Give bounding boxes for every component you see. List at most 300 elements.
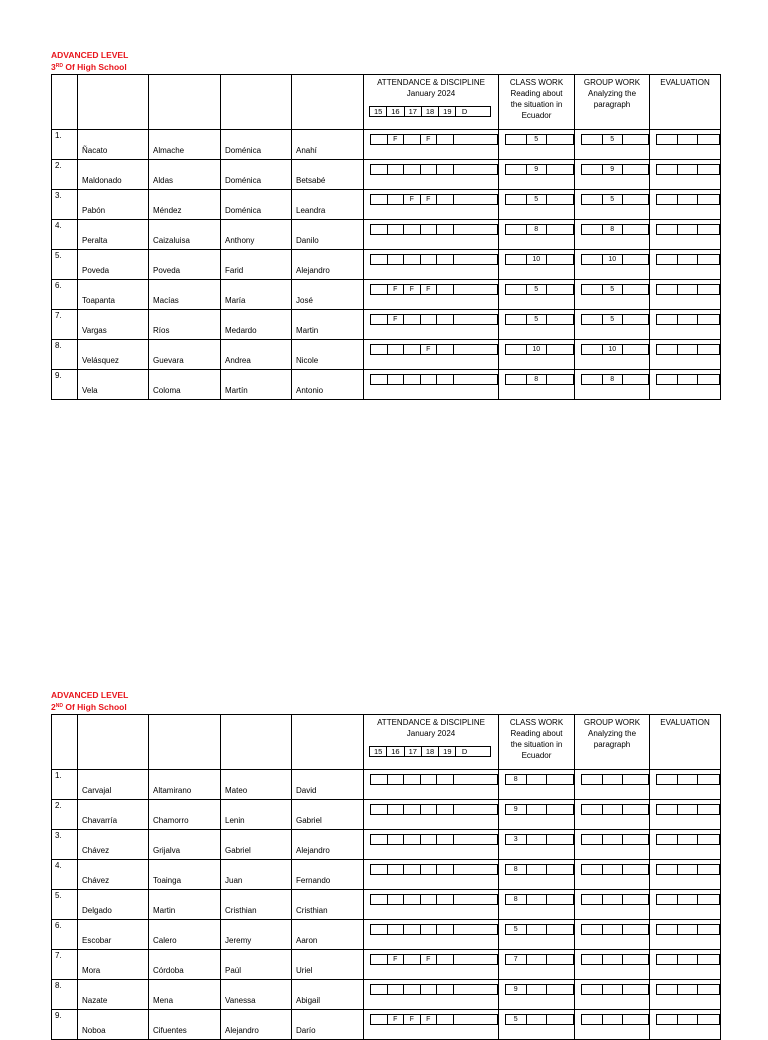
att-box[interactable] (437, 925, 454, 934)
day-label: 16 (387, 747, 404, 756)
cw-box[interactable] (698, 985, 718, 994)
att-box[interactable] (388, 345, 405, 354)
att-box[interactable] (404, 985, 421, 994)
att-box[interactable]: F (421, 345, 438, 354)
cw-box[interactable] (698, 255, 718, 264)
att-box[interactable] (454, 835, 470, 844)
cw-box[interactable]: 5 (527, 135, 548, 144)
att-box[interactable] (454, 165, 470, 174)
cw-box[interactable] (698, 925, 718, 934)
cw-box[interactable]: 8 (527, 375, 548, 384)
att-box[interactable] (454, 195, 470, 204)
cw-box[interactable] (547, 195, 567, 204)
att-box[interactable] (437, 805, 454, 814)
cw-box[interactable]: 5 (506, 1015, 527, 1024)
cw-box[interactable] (582, 345, 603, 354)
cw-box[interactable] (698, 895, 718, 904)
att-box[interactable]: F (388, 955, 405, 964)
att-box[interactable] (454, 375, 470, 384)
cw-box[interactable] (603, 1015, 624, 1024)
student-name-text: Méndez (153, 206, 182, 215)
cw-box[interactable] (603, 925, 624, 934)
cw-box[interactable]: 8 (603, 225, 624, 234)
cw-box[interactable] (527, 835, 548, 844)
cw-box[interactable] (603, 985, 624, 994)
att-box[interactable] (388, 225, 405, 234)
cw-box[interactable] (657, 1015, 678, 1024)
cw-box[interactable]: 8 (506, 865, 527, 874)
evaluation-header: EVALUATION (650, 715, 721, 770)
att-box[interactable] (388, 375, 405, 384)
att-box[interactable] (371, 135, 388, 144)
cw-boxes (505, 774, 574, 785)
cw-box[interactable] (547, 865, 567, 874)
day-label: 19 (439, 747, 456, 756)
cw-box[interactable] (603, 955, 624, 964)
cw-box[interactable] (678, 345, 699, 354)
cw-box[interactable] (582, 195, 603, 204)
cw-box[interactable] (678, 895, 699, 904)
cw-box[interactable] (506, 315, 527, 324)
cw-box[interactable] (527, 775, 548, 784)
cw-box[interactable] (623, 255, 643, 264)
cw-box[interactable] (657, 925, 678, 934)
cw-box[interactable]: 8 (527, 225, 548, 234)
att-box[interactable] (371, 805, 388, 814)
cw-box[interactable]: 5 (603, 285, 624, 294)
surname-2-cell (149, 770, 221, 800)
att-box[interactable]: F (421, 955, 438, 964)
att-box[interactable] (437, 1015, 454, 1024)
att-box[interactable] (404, 255, 421, 264)
cw-box[interactable] (623, 805, 643, 814)
cw-box[interactable] (657, 895, 678, 904)
cw-box[interactable] (657, 865, 678, 874)
att-box[interactable] (404, 315, 421, 324)
cw-box[interactable] (623, 955, 643, 964)
cw-box[interactable] (582, 895, 603, 904)
cw-box[interactable] (582, 805, 603, 814)
cw-boxes (656, 864, 720, 875)
cw-box[interactable] (623, 835, 643, 844)
cw-box[interactable] (547, 165, 567, 174)
cw-box[interactable] (603, 775, 624, 784)
cw-box[interactable] (582, 925, 603, 934)
att-box[interactable] (371, 865, 388, 874)
cw-box[interactable] (678, 865, 699, 874)
cw-box[interactable] (506, 375, 527, 384)
att-box[interactable] (371, 955, 388, 964)
classwork-cell (499, 370, 575, 400)
cw-box[interactable] (623, 195, 643, 204)
cw-box[interactable] (678, 375, 699, 384)
att-box[interactable] (404, 835, 421, 844)
cw-box[interactable] (623, 285, 643, 294)
cw-box[interactable] (623, 775, 643, 784)
cw-box[interactable] (678, 225, 699, 234)
att-box[interactable] (421, 375, 438, 384)
cw-box[interactable] (698, 775, 718, 784)
cw-box[interactable] (698, 195, 718, 204)
att-box[interactable] (404, 895, 421, 904)
cw-box[interactable] (582, 255, 603, 264)
evaluation-cell (650, 950, 721, 980)
cw-box[interactable] (603, 895, 624, 904)
cw-box[interactable]: 8 (506, 895, 527, 904)
cw-box[interactable] (603, 835, 624, 844)
cw-box[interactable] (506, 285, 527, 294)
att-box[interactable] (404, 375, 421, 384)
classwork-cell (499, 950, 575, 980)
att-box[interactable] (404, 925, 421, 934)
att-box[interactable] (421, 865, 438, 874)
att-box[interactable] (388, 775, 405, 784)
cw-box[interactable] (657, 345, 678, 354)
att-box[interactable]: F (388, 1015, 405, 1024)
att-box[interactable] (454, 985, 470, 994)
cw-box[interactable] (698, 165, 718, 174)
att-box[interactable] (437, 315, 454, 324)
cw-box[interactable] (527, 925, 548, 934)
cw-box[interactable] (678, 165, 699, 174)
cw-box[interactable] (506, 165, 527, 174)
cw-box[interactable]: 9 (603, 165, 624, 174)
cw-box[interactable] (582, 985, 603, 994)
cw-box[interactable] (547, 345, 567, 354)
att-box[interactable] (454, 345, 470, 354)
att-box[interactable] (437, 375, 454, 384)
given-name-2-cell (292, 250, 364, 280)
cw-box[interactable] (603, 865, 624, 874)
att-box[interactable] (371, 775, 388, 784)
cw-box[interactable] (623, 375, 643, 384)
given-name-2-cell (292, 950, 364, 980)
cw-box[interactable] (657, 195, 678, 204)
cw-box[interactable] (527, 955, 548, 964)
att-box[interactable] (388, 985, 405, 994)
cw-box[interactable] (678, 315, 699, 324)
att-box[interactable] (454, 225, 470, 234)
cw-box[interactable] (657, 775, 678, 784)
att-box[interactable] (388, 835, 405, 844)
evaluation-cell (650, 130, 721, 160)
att-box[interactable] (421, 165, 438, 174)
cw-box[interactable]: 10 (603, 345, 624, 354)
row-number: 8. (52, 980, 78, 1010)
cw-box[interactable]: 9 (506, 805, 527, 814)
attendance-header (364, 715, 499, 770)
att-box[interactable] (404, 955, 421, 964)
att-box[interactable] (404, 865, 421, 874)
att-box[interactable] (421, 925, 438, 934)
cw-box[interactable] (698, 285, 718, 294)
cw-box[interactable] (547, 225, 567, 234)
cw-box[interactable] (698, 225, 718, 234)
cw-box[interactable]: 5 (527, 285, 548, 294)
att-box[interactable] (421, 315, 438, 324)
cw-box[interactable] (527, 985, 548, 994)
cw-box[interactable] (698, 375, 718, 384)
cw-box[interactable] (678, 255, 699, 264)
att-box[interactable] (371, 195, 388, 204)
att-box[interactable] (437, 165, 454, 174)
cw-box[interactable] (657, 805, 678, 814)
surname-2-cell (149, 280, 221, 310)
cw-box[interactable] (678, 135, 699, 144)
cw-box[interactable] (678, 835, 699, 844)
cw-box[interactable]: 10 (527, 255, 548, 264)
cw-box[interactable]: 9 (527, 165, 548, 174)
att-boxes (370, 894, 498, 905)
att-box[interactable] (454, 805, 470, 814)
att-box[interactable] (454, 895, 470, 904)
att-box[interactable] (454, 865, 470, 874)
att-box[interactable] (454, 315, 470, 324)
cw-box[interactable]: 5 (603, 195, 624, 204)
att-box[interactable] (437, 835, 454, 844)
cw-box[interactable] (623, 925, 643, 934)
cw-box[interactable] (506, 225, 527, 234)
cw-box[interactable] (657, 985, 678, 994)
cw-box[interactable] (547, 315, 567, 324)
cw-box[interactable] (657, 835, 678, 844)
student-name-text: Vela (82, 386, 98, 395)
att-box[interactable] (437, 135, 454, 144)
att-box[interactable]: F (421, 285, 438, 294)
att-box[interactable] (421, 225, 438, 234)
att-box[interactable] (371, 345, 388, 354)
att-box[interactable] (371, 985, 388, 994)
att-box[interactable] (371, 835, 388, 844)
att-box[interactable] (454, 285, 470, 294)
cw-box[interactable] (657, 225, 678, 234)
cw-box[interactable] (623, 315, 643, 324)
cw-box[interactable] (657, 135, 678, 144)
cw-box[interactable] (623, 865, 643, 874)
att-box[interactable] (388, 165, 405, 174)
cw-box[interactable] (547, 1015, 567, 1024)
att-box[interactable] (437, 985, 454, 994)
cw-box[interactable] (582, 285, 603, 294)
cw-box[interactable]: 5 (603, 315, 624, 324)
cw-box[interactable] (547, 375, 567, 384)
cw-box[interactable]: 10 (527, 345, 548, 354)
given-name-1-cell (221, 250, 292, 280)
student-row (52, 890, 721, 920)
att-box[interactable] (371, 225, 388, 234)
att-box[interactable] (437, 895, 454, 904)
cw-box[interactable] (657, 165, 678, 174)
att-box[interactable]: F (421, 195, 438, 204)
cw-box[interactable] (678, 925, 699, 934)
cw-box[interactable] (506, 135, 527, 144)
cw-box[interactable] (623, 895, 643, 904)
att-box[interactable] (388, 805, 405, 814)
cw-box[interactable] (657, 955, 678, 964)
att-box[interactable] (404, 165, 421, 174)
cw-box[interactable] (547, 895, 567, 904)
att-box[interactable] (421, 895, 438, 904)
student-name-text: Doménica (225, 146, 262, 155)
att-box[interactable] (437, 225, 454, 234)
att-box[interactable] (437, 775, 454, 784)
cw-box[interactable] (678, 285, 699, 294)
cw-box[interactable] (678, 1015, 699, 1024)
cw-box[interactable]: 3 (506, 835, 527, 844)
att-box[interactable] (454, 135, 470, 144)
cw-box[interactable] (582, 865, 603, 874)
classwork-cell (499, 190, 575, 220)
cw-box[interactable] (547, 775, 567, 784)
att-box[interactable] (437, 195, 454, 204)
att-box[interactable] (437, 345, 454, 354)
att-box[interactable] (371, 315, 388, 324)
cw-box[interactable] (582, 1015, 603, 1024)
cw-box[interactable] (623, 165, 643, 174)
cw-box[interactable] (623, 985, 643, 994)
cw-box[interactable] (582, 375, 603, 384)
cw-box[interactable] (623, 345, 643, 354)
att-box[interactable]: F (388, 285, 405, 294)
att-box[interactable] (371, 925, 388, 934)
att-box[interactable] (437, 255, 454, 264)
student-name-text: Peralta (82, 236, 108, 245)
student-row (52, 340, 721, 370)
att-box[interactable] (371, 255, 388, 264)
cw-box[interactable] (678, 195, 699, 204)
att-box[interactable] (371, 165, 388, 174)
att-box[interactable] (371, 895, 388, 904)
att-box[interactable] (371, 285, 388, 294)
cw-box[interactable] (582, 135, 603, 144)
cw-box[interactable]: 5 (603, 135, 624, 144)
att-box[interactable]: F (388, 135, 405, 144)
att-box[interactable] (437, 955, 454, 964)
att-box[interactable] (404, 805, 421, 814)
cw-box[interactable] (547, 835, 567, 844)
cw-box[interactable] (547, 285, 567, 294)
cw-box[interactable] (657, 375, 678, 384)
att-box[interactable]: F (388, 315, 405, 324)
cw-box[interactable]: 7 (506, 955, 527, 964)
cw-box[interactable] (506, 195, 527, 204)
student-name-text: Toainga (153, 876, 182, 885)
att-box[interactable] (421, 775, 438, 784)
att-box[interactable] (388, 895, 405, 904)
att-box[interactable] (454, 955, 470, 964)
cw-box[interactable] (527, 895, 548, 904)
att-box[interactable] (437, 865, 454, 874)
att-box[interactable]: F (421, 1015, 438, 1024)
att-box[interactable] (388, 255, 405, 264)
cw-box[interactable] (698, 835, 718, 844)
cw-box[interactable] (657, 255, 678, 264)
given-name-2-cell (292, 190, 364, 220)
cw-box[interactable] (698, 865, 718, 874)
att-box[interactable] (404, 345, 421, 354)
att-box[interactable] (454, 925, 470, 934)
cw-box[interactable] (623, 135, 643, 144)
att-box[interactable]: F (404, 195, 421, 204)
cw-box[interactable] (582, 835, 603, 844)
cw-box[interactable] (527, 865, 548, 874)
attendance-cell (364, 980, 499, 1010)
cw-box[interactable] (547, 805, 567, 814)
att-box[interactable] (437, 285, 454, 294)
cw-box[interactable]: 5 (506, 925, 527, 934)
att-box[interactable] (388, 925, 405, 934)
cw-box[interactable] (678, 955, 699, 964)
cw-box[interactable] (582, 955, 603, 964)
cw-box[interactable] (603, 805, 624, 814)
cw-box[interactable] (547, 255, 567, 264)
att-box[interactable] (421, 835, 438, 844)
att-box[interactable]: F (421, 135, 438, 144)
cw-box[interactable] (506, 345, 527, 354)
att-box[interactable] (454, 255, 470, 264)
att-box[interactable] (388, 865, 405, 874)
cw-box[interactable] (582, 165, 603, 174)
row-number: 4. (52, 860, 78, 890)
att-box[interactable] (404, 225, 421, 234)
cw-box[interactable] (582, 315, 603, 324)
att-box[interactable] (404, 135, 421, 144)
att-box[interactable] (371, 1015, 388, 1024)
cw-box[interactable] (678, 775, 699, 784)
cw-box[interactable] (547, 985, 567, 994)
cw-box[interactable] (527, 1015, 548, 1024)
cw-box[interactable]: 8 (603, 375, 624, 384)
cw-box[interactable] (698, 345, 718, 354)
cw-box[interactable] (698, 315, 718, 324)
cw-box[interactable] (506, 255, 527, 264)
att-box[interactable] (421, 985, 438, 994)
cw-box[interactable] (582, 775, 603, 784)
student-name-text: Mora (82, 966, 101, 975)
cw-box[interactable] (678, 805, 699, 814)
att-box[interactable] (454, 775, 470, 784)
att-box[interactable] (404, 775, 421, 784)
cw-box[interactable]: 5 (527, 195, 548, 204)
att-box[interactable]: F (404, 1015, 421, 1024)
cw-box[interactable] (698, 955, 718, 964)
cw-box[interactable] (547, 135, 567, 144)
att-box[interactable] (388, 195, 405, 204)
cw-box[interactable] (698, 135, 718, 144)
cw-box[interactable]: 5 (527, 315, 548, 324)
att-box[interactable] (454, 1015, 470, 1024)
cw-box[interactable] (623, 225, 643, 234)
att-box[interactable] (421, 255, 438, 264)
cw-box[interactable] (623, 1015, 643, 1024)
cw-box[interactable] (527, 805, 548, 814)
cw-box[interactable] (547, 925, 567, 934)
att-box[interactable]: F (404, 285, 421, 294)
cw-box[interactable] (657, 315, 678, 324)
att-box[interactable] (421, 805, 438, 814)
cw-box[interactable]: 10 (603, 255, 624, 264)
cw-box[interactable]: 9 (506, 985, 527, 994)
cw-box[interactable] (582, 225, 603, 234)
cw-box[interactable] (678, 985, 699, 994)
att-box[interactable] (371, 375, 388, 384)
cw-box[interactable] (698, 805, 718, 814)
cw-box[interactable] (657, 285, 678, 294)
cw-box[interactable]: 8 (506, 775, 527, 784)
cw-box[interactable] (698, 1015, 718, 1024)
student-name-text: Macías (153, 296, 179, 305)
cw-box[interactable] (547, 955, 567, 964)
